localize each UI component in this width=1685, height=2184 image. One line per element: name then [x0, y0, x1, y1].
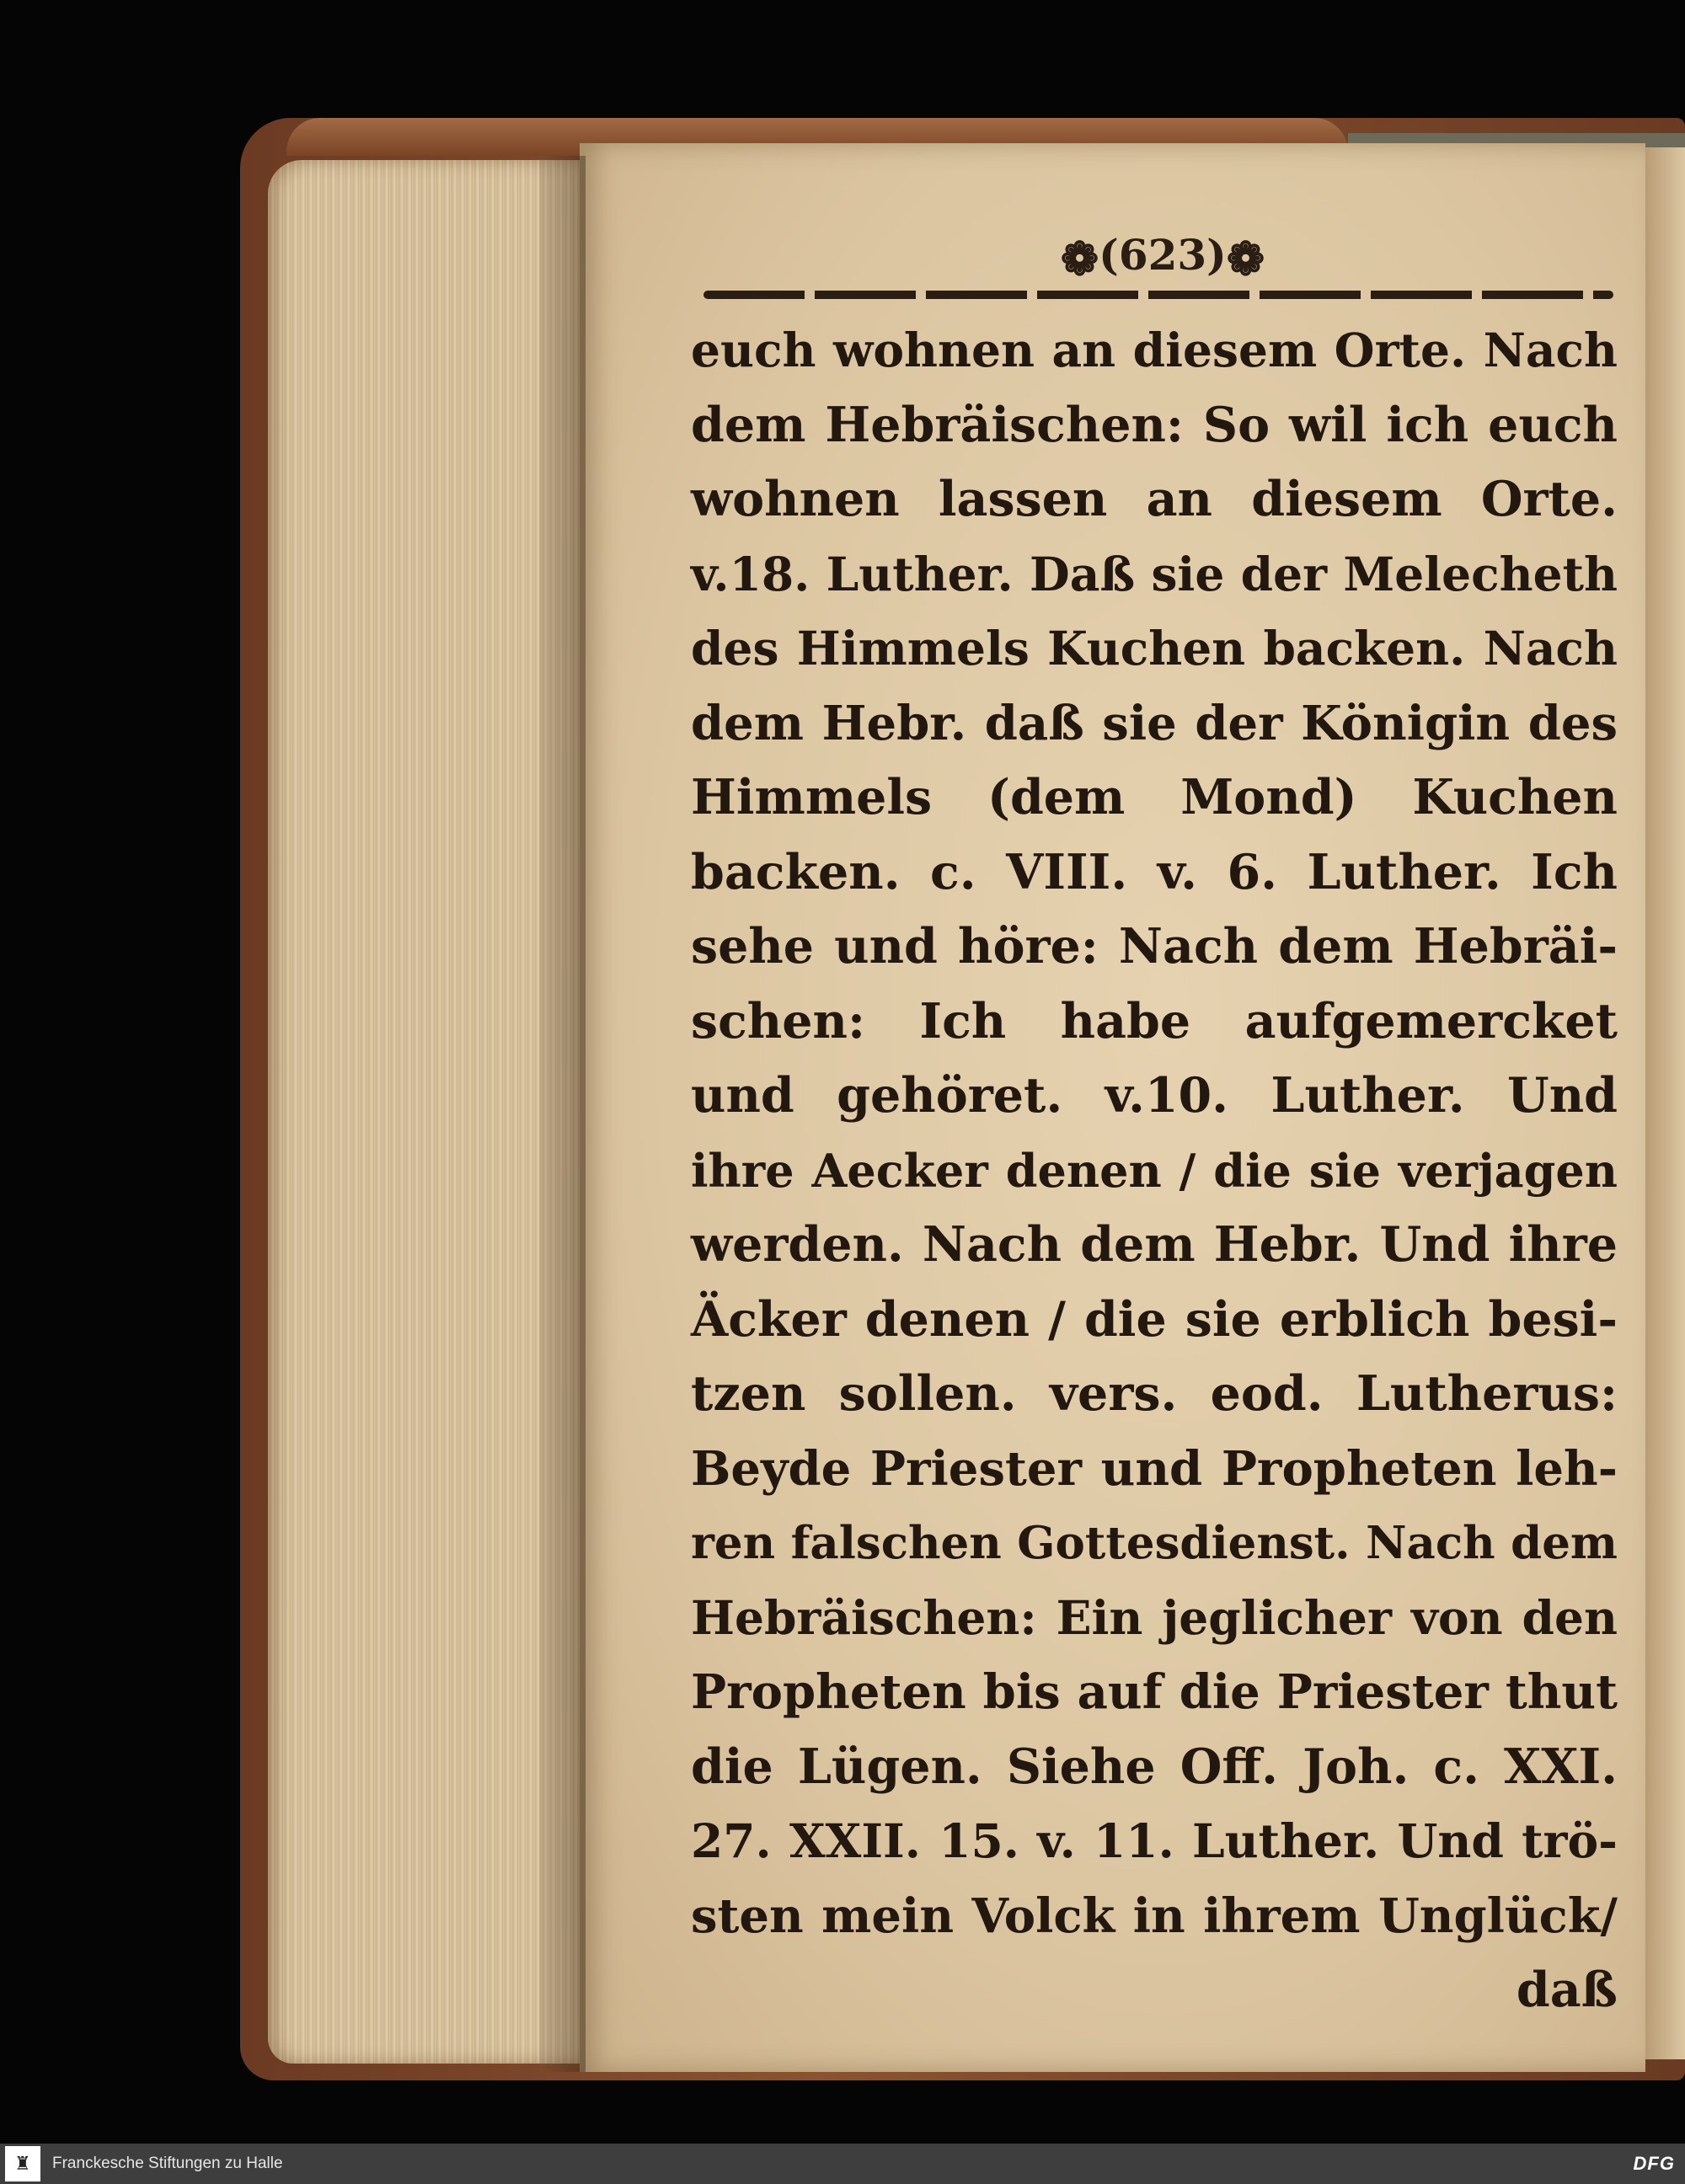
- text-line: werden. Nach dem Hebr. Und ihre: [691, 1216, 1618, 1273]
- text-line: dem Hebr. daß sie der Königin des: [691, 695, 1618, 751]
- viewer-footer: [0, 2144, 1685, 2184]
- text-line: 27. XXII. 15. v. 11. Luther. Und trö-: [691, 1813, 1618, 1868]
- text-line: die Lügen. Siehe Off. Joh. c. XXI.: [691, 1738, 1618, 1795]
- page-header: [1003, 226, 1323, 285]
- page-body-text: [691, 313, 1618, 2028]
- text-line: sten mein Volck in ihrem Unglück/: [691, 1888, 1618, 1944]
- text-line: wohnen lassen an diesem Orte.: [691, 471, 1618, 527]
- gutter-shadow: [539, 156, 586, 2072]
- catchword: daß: [1516, 1962, 1618, 2018]
- text-line: schen: Ich habe aufgemercket: [691, 992, 1618, 1049]
- franckesche-stiftungen-logo-icon[interactable]: ♜: [5, 2146, 40, 2181]
- text-line: v.18. Luther. Daß sie der Melecheth: [691, 546, 1618, 601]
- facing-page-edge: [1645, 147, 1685, 2059]
- header-rule: [703, 291, 1613, 299]
- text-line: und gehöret. v.10. Luther. Und: [691, 1067, 1618, 1124]
- text-line: ren falschen Gottesdienst. Nach dem: [691, 1517, 1618, 1569]
- ornament-right-icon: ❁: [1226, 232, 1265, 286]
- text-line: ihre Aecker denen / die sie verjagen: [691, 1143, 1618, 1198]
- text-line: backen. c. VIII. v. 6. Luther. Ich: [691, 843, 1618, 900]
- text-line: des Himmels Kuchen backen. Nach: [691, 621, 1618, 675]
- institution-label[interactable]: Franckesche Stiftungen zu Halle: [52, 2155, 283, 2172]
- text-line: euch wohnen an diesem Orte. Nach: [691, 323, 1618, 377]
- page-block-edges: [268, 160, 580, 2064]
- page-number: (623): [1099, 230, 1227, 280]
- text-line: Hebräischen: Ein jeglicher von den: [691, 1589, 1618, 1645]
- text-line: Propheten bis auf die Priester thut: [691, 1664, 1618, 1720]
- text-line: sehe und höre: Nach dem Hebräi-: [691, 918, 1618, 975]
- text-line: tzen sollen. vers. eod. Lutherus:: [691, 1365, 1618, 1422]
- dfg-logo[interactable]: DFG: [1633, 2153, 1675, 2174]
- text-line: Himmels (dem Mond) Kuchen: [691, 769, 1618, 825]
- text-line: Äcker denen / die sie erblich besi-: [691, 1290, 1618, 1348]
- text-line: Beyde Priester und Propheten leh-: [691, 1440, 1618, 1497]
- ornament-left-icon: ❁: [1060, 232, 1099, 286]
- text-line: dem Hebräischen: So wil ich euch: [691, 396, 1618, 453]
